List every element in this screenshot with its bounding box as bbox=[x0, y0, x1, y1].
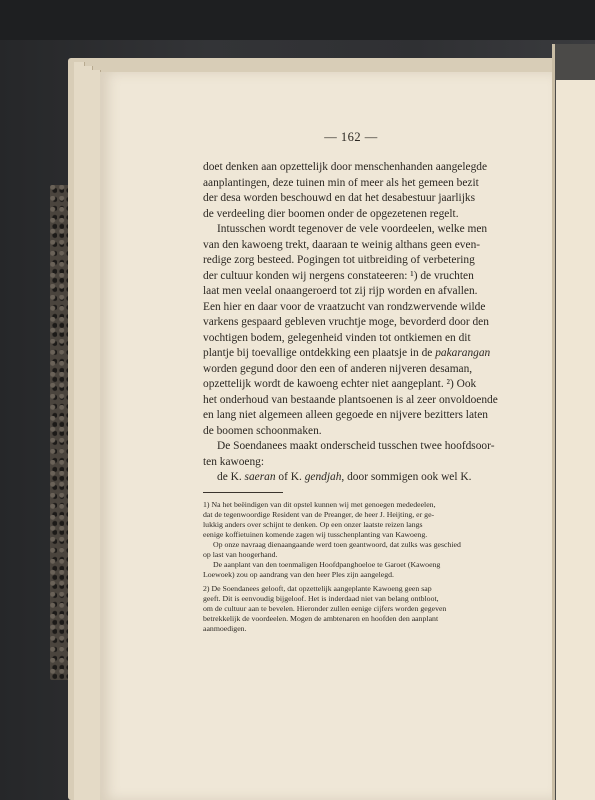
footnote-line: Loewoek) zou op aandrang van den heer Ples zijn aangelegd. bbox=[203, 570, 394, 579]
italic-term: saeran bbox=[244, 471, 276, 483]
body-line: de verdeeling dier boomen onder de opgezetenen regelt. bbox=[203, 207, 459, 220]
footnote-line: dat de tegenwoordige Resident van de Preanger, de heer J. Heijting, er ge- bbox=[203, 510, 435, 519]
body-line: vochtigen bodem, gelegenheid vinden tot ontkiemen en dit bbox=[203, 331, 471, 344]
body-line: het onderhoud van bestaande plantsoenen is al zeer onvoldoende bbox=[203, 393, 498, 406]
body-line: doet denken aan opzettelijk door menschenhanden aangelegde bbox=[203, 161, 488, 173]
body-line: de boomen schoonmaken. bbox=[203, 424, 322, 437]
italic-term: gendjah bbox=[304, 471, 342, 483]
body-line-text: , door sommigen ook wel K. bbox=[341, 471, 472, 483]
body-line: der cultuur konden wij nergens constateeren: ¹) de vruchten bbox=[203, 269, 474, 282]
footnote-line: Op onze navraag dienaangaande werd toen geantwoord, dat zulks was geschied bbox=[213, 540, 461, 549]
body-line: varkens gespaard gebleven vruchtje moge, bevorderd door den bbox=[203, 316, 489, 328]
body-line: redige zorg besteed. Pogingen tot uitbreiding of verbetering bbox=[203, 254, 475, 266]
body-line: Intusschen wordt tegenover de vele voordeelen, welke men bbox=[217, 223, 488, 235]
page-number: — 162 — bbox=[324, 130, 378, 144]
body-line: worden gegund door den een of anderen nijveren desaman, bbox=[203, 362, 473, 375]
italic-term: pakarangan bbox=[435, 347, 491, 359]
body-line bbox=[203, 470, 499, 486]
body-line bbox=[203, 346, 499, 362]
body-line: van den kawoeng trekt, daaraan te weinig althans geen even- bbox=[203, 238, 481, 251]
footnote-line: betrekkelijk de voordeelen. Mogen de ambtenaren en hoofden den aanplant bbox=[203, 614, 439, 623]
right-facing-page-edge bbox=[556, 80, 595, 800]
footnote-line: op last van hoogerhand. bbox=[203, 550, 278, 559]
footnote-line: eenige koffietuinen komende zagen wij tusschenplanting van Kawoeng. bbox=[203, 530, 428, 539]
body-line: opzettelijk wordt de kawoeng echter niet aangeplant. ²) Ook bbox=[203, 378, 477, 390]
footnote-line: om de cultuur aan te bevelen. Hieronder zullen eenige cijfers worden gegeven bbox=[203, 604, 447, 613]
body-line-text: of K. bbox=[278, 471, 302, 483]
footnote-line: 2) De Soendanees gelooft, dat opzettelijk aangeplante Kawoeng geen sap bbox=[203, 584, 432, 593]
dark-background-strip bbox=[0, 0, 595, 40]
body-line: ten kawoeng: bbox=[203, 455, 265, 468]
footnote-line: 1) Na het beëindigen van dit opstel kunnen wij met genoegen mededeelen, bbox=[203, 500, 436, 509]
footnote-rule bbox=[203, 492, 283, 493]
body-line: der desa worden beschouwd en dat het desabestuur jaarlijks bbox=[203, 192, 476, 204]
footnote-line: lukkig anders over schijnt te denken. Op een onzer laatste reizen langs bbox=[203, 520, 423, 529]
body-line: aanplantingen, deze tuinen min of meer als het gemeen bezit bbox=[203, 176, 479, 189]
body-line-text: de K. bbox=[217, 471, 242, 483]
footnote-line: De aanplant van den toenmaligen Hoofdpanghoeloe te Garoet (Kawoeng bbox=[213, 560, 441, 569]
body-line: en lang niet algemeen alleen gegoede en nijvere bezitters laten bbox=[203, 409, 488, 421]
body-line: De Soendanees maakt onderscheid tusschen twee hoofdsoor- bbox=[217, 440, 495, 452]
body-line: Een hier en daar voor de vraatzucht van rondzwervende wilde bbox=[203, 300, 486, 313]
footnote-line: aanmoedigen. bbox=[203, 624, 247, 633]
body-line-text: plantje bij toevallige ontdekking een plaatsje in de bbox=[203, 347, 433, 359]
body-line: laat men veelal onaangeroerd tot zij rijp worden en afvallen. bbox=[203, 285, 478, 297]
footnote-line: geeft. Dit is eenvoudig bijgeloof. Het is inderdaad niet van belang ontbloot, bbox=[203, 594, 439, 603]
